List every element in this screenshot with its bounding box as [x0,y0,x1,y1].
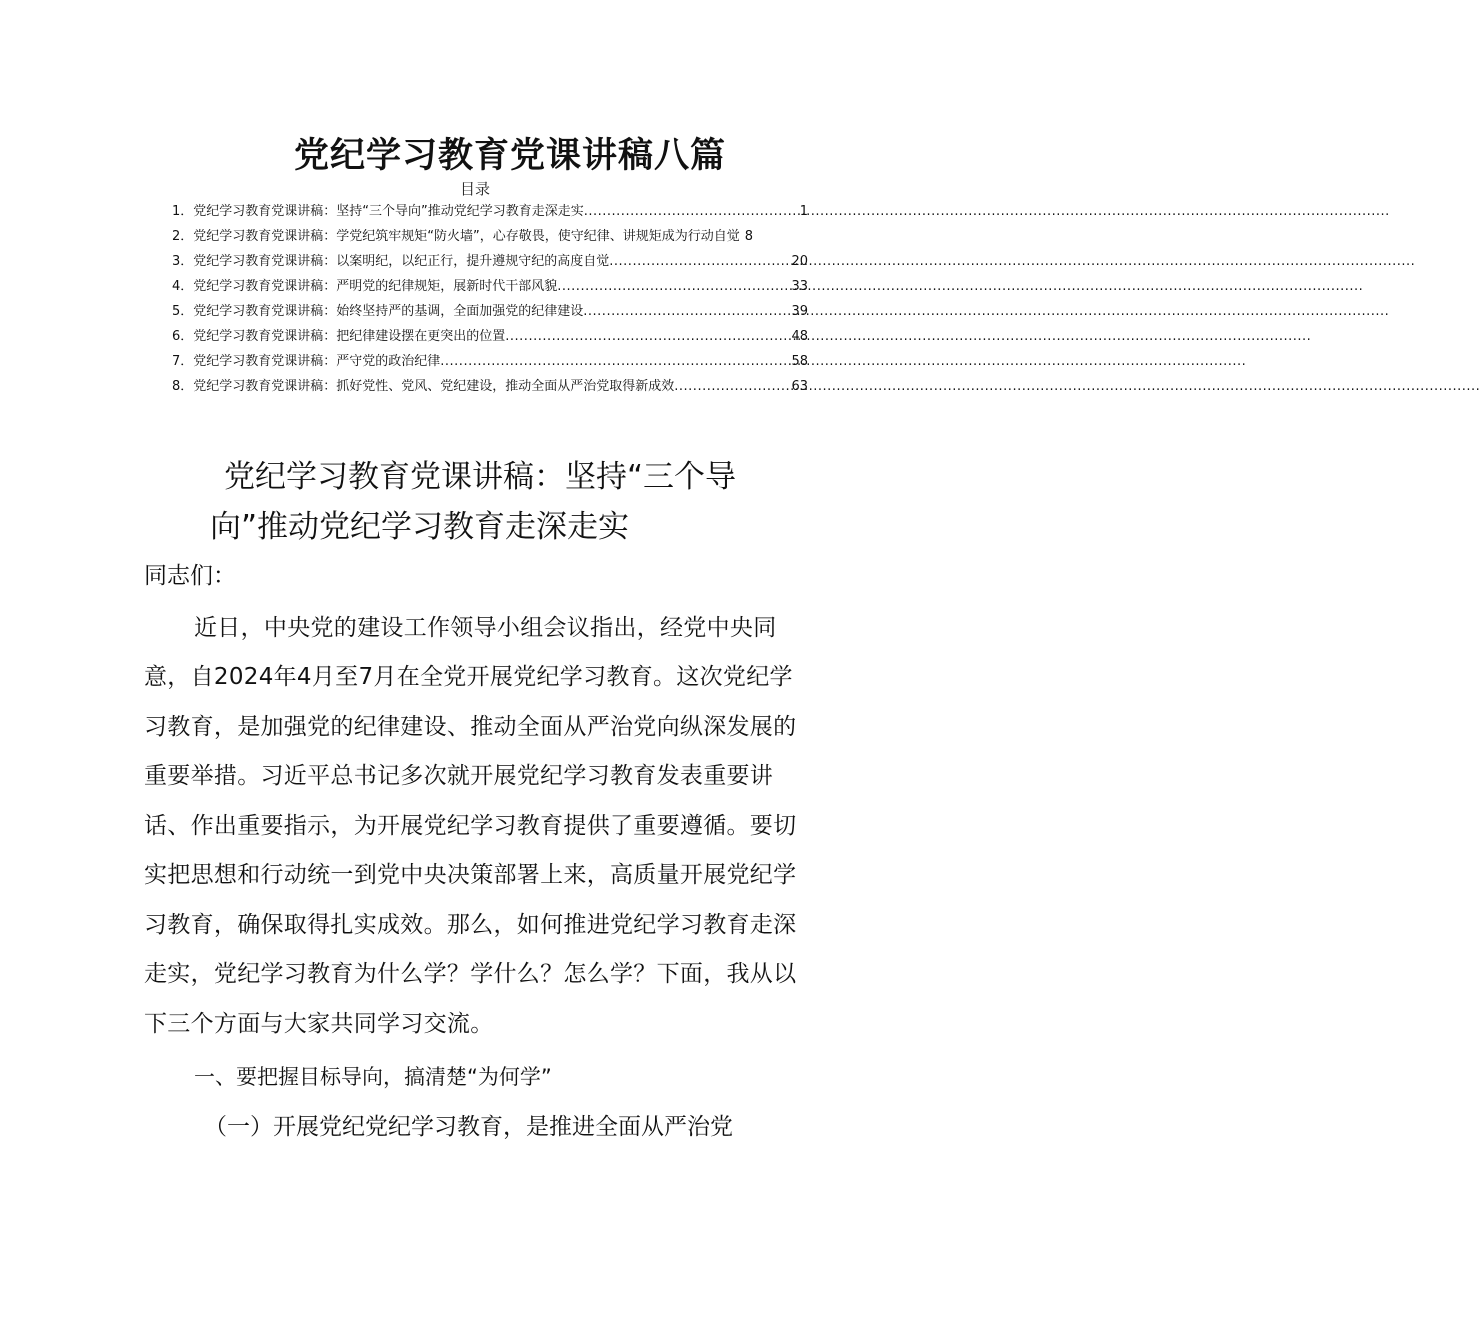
toc-entry[interactable] [172,225,808,250]
toc-leader-dots [557,279,790,294]
section-title: 党纪学习教育党课讲稿：坚持“三个导向”推动党纪学习教育走深走实 [210,459,737,545]
toc-entry-label: 6．党纪学习教育党课讲稿：把纪律建设摆在更突出的位置 [172,329,506,344]
toc-entry-page: 39 [791,304,808,319]
toc-leader-dots [674,379,790,394]
toc-entry-page: 20 [791,254,808,269]
toc-entry-page: 8 [744,229,754,244]
toc-leader-dots [583,304,790,319]
toc-entry[interactable] [172,350,808,375]
toc-entry-label: 5．党纪学习教育党课讲稿：始终坚持严的基调，全面加强党的纪律建设 [172,304,584,319]
toc-entry-page: 33 [791,279,808,294]
document-body [144,552,824,1152]
toc-leader-dots [609,254,790,269]
toc-entry[interactable] [172,300,808,325]
section-heading: 一、要把握目标导向，搞清楚“为何学” [194,1065,552,1089]
salutation: 同志们： [144,563,236,589]
toc-entry[interactable] [172,200,808,225]
subsection-heading: （一）开展党纪党纪学习教育，是推进全面从严治党 [204,1113,733,1140]
toc-entry-label: 7．党纪学习教育党课讲稿：严守党的政治纪律 [172,354,441,369]
toc-heading: 目录 [459,180,490,198]
body-paragraph: 近日，中央党的建设工作领导小组会议指出，经党中央同意，自2024年4月至7月在全党开展党纪学习教育。这次党纪学习教育，是加强党的纪律建设、推动全面从严治党向纵深发展的重要举措。习近平总书记多次就开展党纪学习教育发表重要讲话、作出重要指示，为开展党纪学习教育提供了重要遵循。要切实把思想和行动统一到党中央决策部署上来，高质量开展党纪学习教育，确保取得扎实成效。那么，如何推进党纪学习教育走深走实，党纪学习教育为什么学？学什么？怎么学？下面，我从以下三个方面与大家共同学习交流。 [144,614,797,1037]
toc-entry-label: 4．党纪学习教育党课讲稿：严明党的纪律规矩，展新时代干部风貌 [172,279,558,294]
toc-entry-label: 1．党纪学习教育党课讲稿：坚持“三个导向”推动党纪学习教育走深走实 [172,204,584,219]
toc-leader-dots [440,354,790,369]
toc-entry[interactable] [172,375,808,400]
table-of-contents [172,200,808,400]
toc-entry-page: 63 [791,379,808,394]
toc-entry[interactable] [172,325,808,350]
toc-entry-page: 58 [791,354,808,369]
document-title: 党纪学习教育党课讲稿八篇 [293,136,726,176]
toc-entry-label: 2．党纪学习教育党课讲稿：学党纪筑牢规矩“防火墙”，心存敬畏，使守纪律、讲规矩成为行动自觉 [172,229,740,244]
toc-entry-label: 8．党纪学习教育党课讲稿：抓好党性、党风、党纪建设，推动全面从严治党取得新成效 [172,379,675,394]
toc-entry[interactable] [172,250,808,275]
toc-entry[interactable] [172,275,808,300]
toc-entry-page: 1 [799,204,808,219]
toc-leader-dots [584,204,799,219]
toc-entry-label: 3．党纪学习教育党课讲稿：以案明纪，以纪正行，提升遵规守纪的高度自觉 [172,254,610,269]
toc-entry-page: 48 [791,329,808,344]
toc-leader-dots [505,329,790,344]
